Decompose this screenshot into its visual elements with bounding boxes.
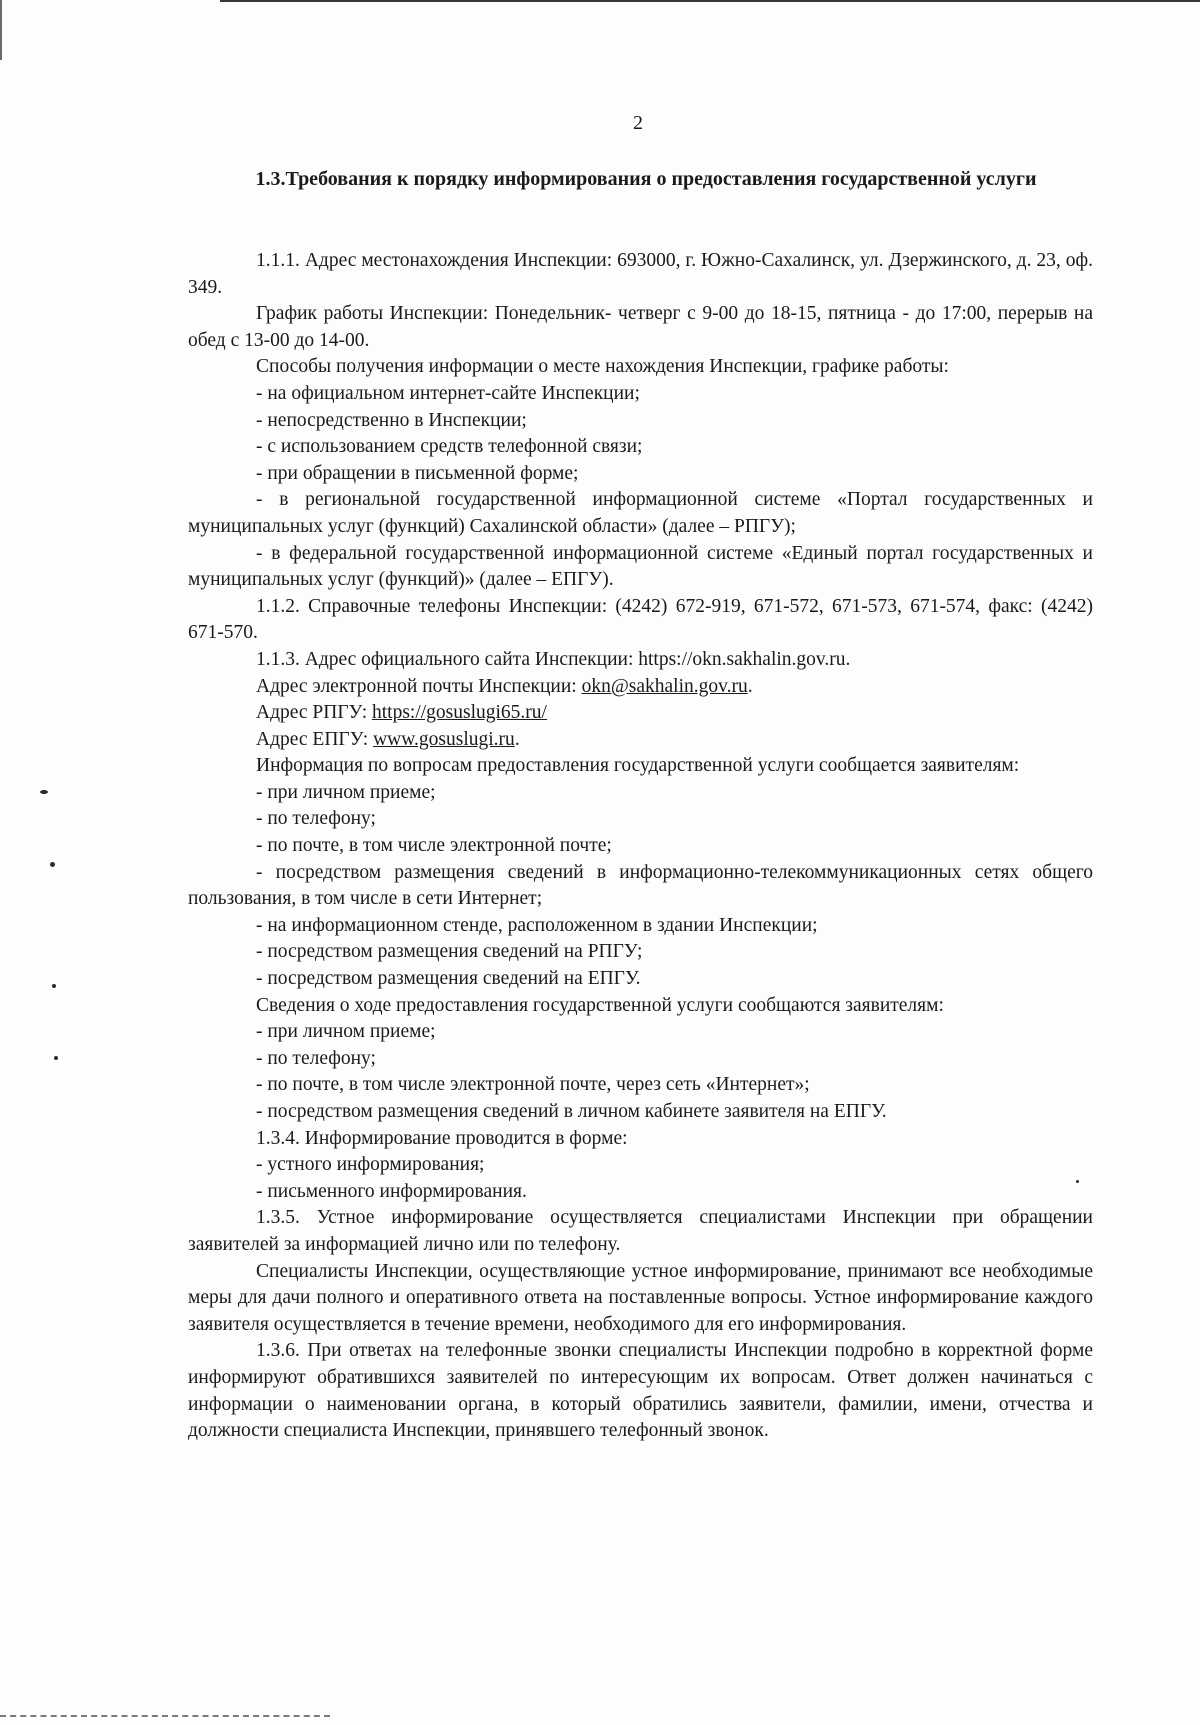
list-item: - по телефону;: [256, 808, 376, 830]
list-item: - посредством размещения сведений на ЕПГУ.: [256, 968, 641, 990]
scan-speck: [54, 1056, 58, 1060]
list-item: - устного информирования;: [256, 1154, 485, 1176]
document-body: [188, 248, 1093, 1445]
rpgu-label: Адрес РПГУ:: [256, 702, 372, 724]
section-heading: 1.3.Требования к порядку информирования о предоставления государственной услуги: [255, 168, 1037, 190]
list-item: - по почте, в том числе электронной почте, через сеть «Интернет»;: [256, 1074, 810, 1096]
paragraph-email: [188, 674, 1093, 701]
list-item: - с использованием средств телефонной связи;: [256, 436, 643, 458]
epgu-link[interactable]: www.gosuslugi.ru: [373, 728, 515, 750]
list-item: - на официальном интернет-сайте Инспекции;: [256, 382, 640, 404]
scan-left-edge: [0, 0, 2, 60]
paragraph-info: Информация по вопросам предоставления государственной услуги сообщается заявителям:: [256, 755, 1020, 777]
list-item: - при обращении в письменной форме;: [256, 462, 579, 484]
email-tail: .: [747, 675, 753, 697]
paragraph-phones: 1.1.2. Справочные телефоны Инспекции: (4242) 672-919, 671-572, 671-573, 671-574, факс: (4242) 671-570.: [188, 595, 1093, 644]
paragraph-site: 1.1.3. Адрес официального сайта Инспекции: https://okn.sakhalin.gov.ru.: [256, 648, 851, 670]
scan-bottom-edge: [0, 1715, 330, 1719]
paragraph-telecom: - посредством размещения сведений в информационно-телекоммуникационных сетях общего пользования, в том числе в сети Интернет;: [188, 861, 1093, 910]
epgu-label: Адрес ЕПГУ:: [256, 728, 374, 750]
scan-top-edge: [220, 0, 1200, 2]
paragraph-135: 1.3.5. Устное информирование осуществляется специалистами Инспекции при обращении заявителей за информацией лично или по телефону.: [188, 1207, 1093, 1255]
paragraph-schedule: График работы Инспекции: Понедельник- четверг с 9-00 до 18-15, пятница - до 17:00, перерыв на обед с 13-00 до 14-00.: [188, 303, 1093, 351]
rpgu-link[interactable]: https://gosuslugi65.ru/: [371, 702, 547, 724]
paragraph-rpgu: - в региональной государственной информационной системе «Портал государственных и муниципальных услуг (функций) Сахалинской области» (далее – РПГУ);: [188, 489, 1093, 537]
email-link[interactable]: okn@sakhalin.gov.ru: [581, 675, 748, 697]
list-item: - посредством размещения сведений на РПГУ;: [256, 941, 643, 963]
paragraph-136: 1.3.6. При ответах на телефонные звонки специалисты Инспекции подробно в корректной форме информируют обратившихся заявителей по интересующим их вопросам. Ответ должен начинаться с информации о наименовании органа, в который обратились заявители, фамилии, имени, отчества и должности специалиста Инспекции, принявшего телефонный звонок.: [188, 1340, 1093, 1442]
paragraph-134: 1.3.4. Информирование проводится в форме:: [256, 1127, 628, 1149]
list-item: - письменного информирования.: [256, 1180, 527, 1202]
list-item: - посредством размещения сведений в личном кабинете заявителя на ЕПГУ.: [256, 1101, 887, 1122]
list-item: - при личном приеме;: [256, 1021, 436, 1043]
paragraph-address: 1.1.1. Адрес местонахождения Инспекции: 693000, г. Южно-Сахалинск, ул. Дзержинского, д. 23, оф. 349.: [188, 250, 1093, 298]
paragraph-ways-intro: Способы получения информации о месте нахождения Инспекции, графике работы:: [256, 356, 949, 378]
list-item: - на информационном стенде, расположенном в здании Инспекции;: [256, 914, 818, 936]
scan-speck: [52, 984, 56, 988]
email-label: Адрес электронной почты Инспекции:: [256, 675, 582, 697]
paragraph-progress: Сведения о ходе предоставления государственной услуги сообщаются заявителям:: [256, 994, 944, 1016]
paragraph-specialists: Специалисты Инспекции, осуществляющие устное информирование, принимают все необходимые меры для дачи полного и оперативного ответа на поставленные вопросы. Устное информирование каждого заявителя осуществляется в течение времени, необходимого для его информирования.: [188, 1260, 1093, 1335]
paragraph-epgu: - в федеральной государственной информационной системе «Единый портал государственных и муниципальных услуг (функций)» (далее – ЕПГУ).: [188, 542, 1093, 591]
list-item: - по телефону;: [256, 1047, 376, 1069]
epgu-tail: .: [514, 728, 520, 750]
page-number: 2: [633, 112, 643, 134]
list-item: - по почте, в том числе электронной почте;: [256, 835, 612, 857]
scan-speck: [40, 790, 48, 794]
list-item: - при личном приеме;: [256, 781, 436, 803]
list-item: - непосредственно в Инспекции;: [256, 409, 527, 431]
scan-speck: [50, 862, 55, 867]
paragraph-rpgu-address: [188, 700, 1093, 727]
paragraph-epgu-address: [188, 727, 1093, 754]
